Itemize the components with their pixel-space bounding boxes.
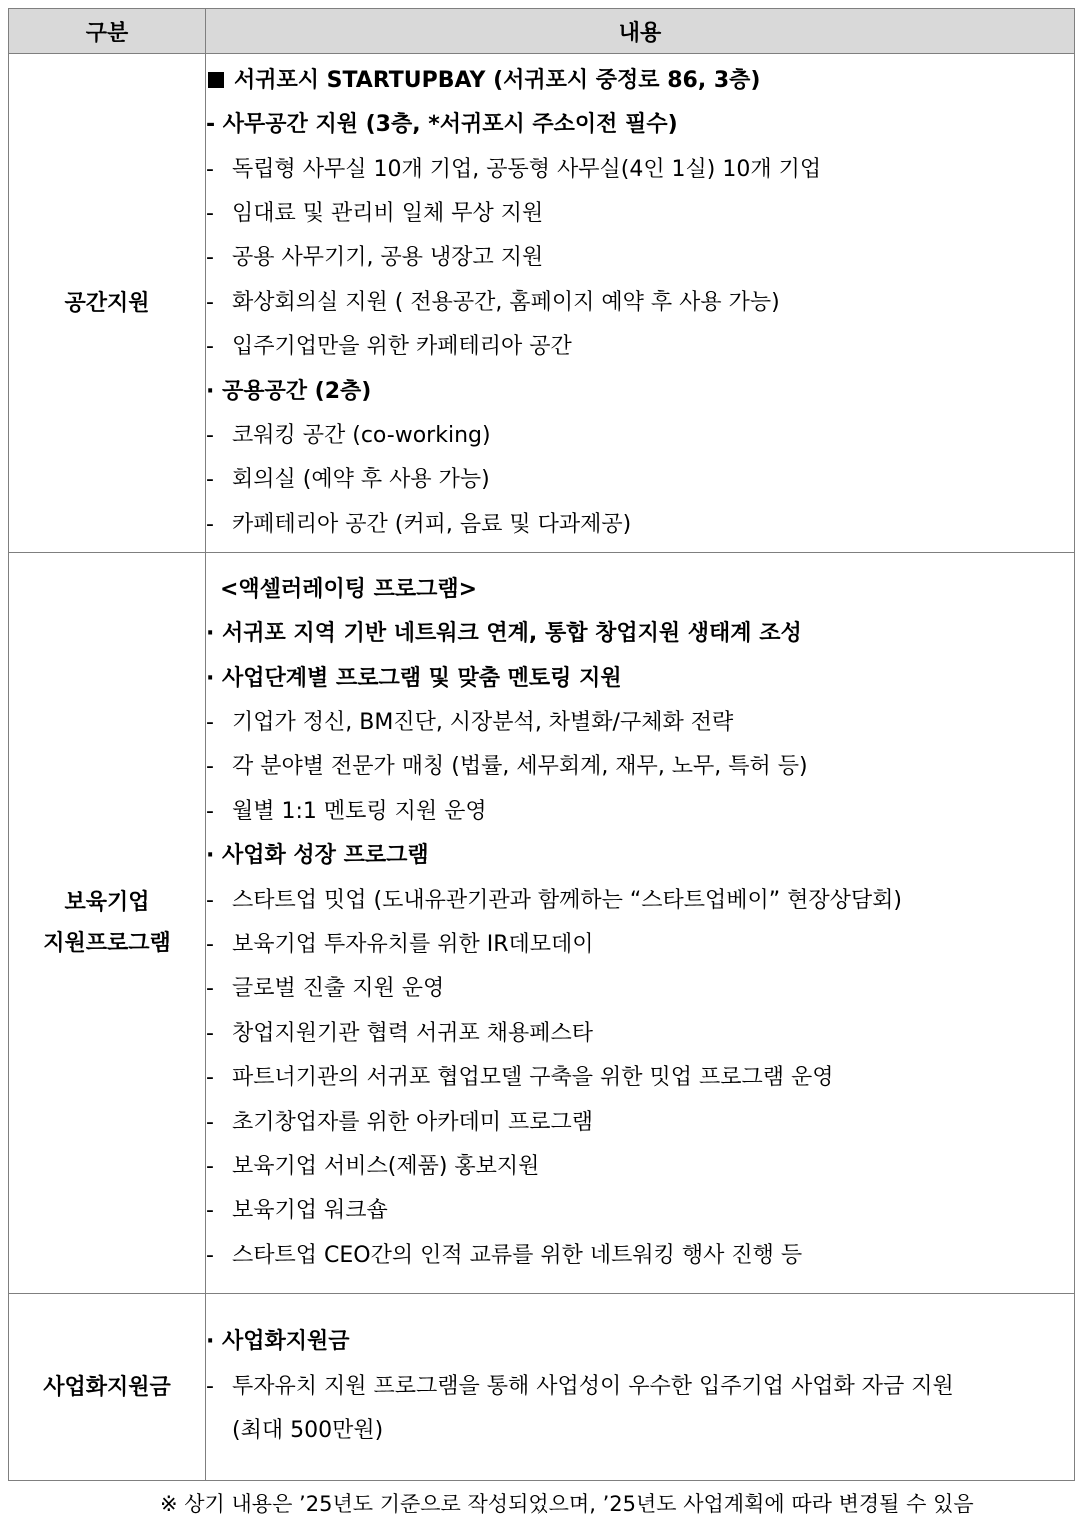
line-text: 회의실 (예약 후 사용 가능) (232, 467, 490, 493)
dash-bullet: - (206, 976, 214, 1002)
dash-bullet: - (206, 932, 214, 957)
dash-bullet: - (206, 1373, 214, 1399)
line-text: 보육기업 투자유치를 위한 IR데모데이 (232, 932, 594, 957)
dash-bullet: - (206, 467, 214, 493)
line-text: 초기창업자를 위한 아카데미 프로그램 (232, 1109, 594, 1135)
content-line (206, 192, 1074, 236)
content-line (206, 59, 1074, 103)
content-cell (206, 1294, 1075, 1481)
content-line (206, 1234, 1074, 1278)
dash-bullet: - (206, 887, 214, 913)
footnote: ※ 상기 내용은 ’25년도 기준으로 작성되었으며, ’25년도 사업계획에 따라 변경될 수 있음 (160, 1492, 974, 1516)
line-text: 보육기업 워크숍 (232, 1198, 388, 1224)
table-row (9, 54, 1075, 553)
content-line (206, 967, 1074, 1011)
dash-bullet: - (206, 422, 214, 448)
dash-bullet: - (206, 1198, 214, 1224)
content-line (206, 281, 1074, 325)
content-line (206, 325, 1074, 369)
content-line (206, 923, 1074, 967)
line-text: 임대료 및 관리비 일체 무상 지원 (232, 201, 544, 227)
line-text: 스타트업 밋업 (도내유관기관과 함께하는 “스타트업베이” 현장상담회) (232, 887, 902, 913)
header-category: 구분 (9, 9, 206, 54)
dash-bullet: - (206, 1109, 214, 1135)
content-line (206, 790, 1074, 834)
content-line (206, 1189, 1074, 1233)
category-cell (9, 1294, 206, 1481)
category-cell (9, 553, 206, 1294)
dash-bullet: - (206, 511, 214, 537)
program-table (8, 8, 1075, 1481)
dash-bullet: - (206, 289, 214, 315)
square-bullet-icon (208, 72, 224, 88)
category-label: 공간지원 (64, 290, 150, 316)
content-line (206, 414, 1074, 458)
content-line: · 사업화 성장 프로그램 (206, 843, 429, 869)
dash-bullet: - (206, 1020, 214, 1046)
content-cell (206, 553, 1075, 1294)
content-line (206, 879, 1074, 923)
line-text: 독립형 사무실 10개 기업, 공동형 사무실(4인 1실) 10개 기업 (232, 156, 822, 182)
dash-bullet: - (206, 245, 214, 271)
line-text: 화상회의실 지원 ( 전용공간, 홈페이지 예약 후 사용 가능) (232, 289, 780, 315)
header-content: 내용 (206, 9, 1075, 54)
content-line: - 사무공간 지원 (3층, *서귀포시 주소이전 필수) (206, 112, 678, 138)
category-label: 지원프로그램 (43, 931, 171, 956)
line-text: 카페테리아 공간 (커피, 음료 및 다과제공) (232, 511, 632, 537)
content-line (206, 745, 1074, 789)
dash-bullet: - (206, 201, 214, 227)
line-text: 코워킹 공간 (co-working) (232, 422, 491, 448)
content-line (206, 148, 1074, 192)
dash-bullet: - (206, 798, 214, 824)
table-row (9, 1294, 1075, 1481)
content-line (206, 1145, 1074, 1189)
dash-bullet: - (206, 710, 214, 736)
line-text: 각 분야별 전문가 매칭 (법률, 세무회계, 재무, 노무, 특허 등) (232, 754, 808, 780)
content-line (206, 236, 1074, 280)
line-text: 투자유치 지원 프로그램을 통해 사업성이 우수한 입주기업 사업화 자금 지원 (232, 1373, 954, 1399)
table-header-row (9, 9, 1075, 54)
line-text: 스타트업 CEO간의 인적 교류를 위한 네트워킹 행사 진행 등 (232, 1242, 803, 1268)
content-line (206, 1101, 1074, 1145)
line-text: 서귀포시 STARTUPBAY (서귀포시 중정로 86, 3층) (234, 67, 761, 93)
content-line (206, 1365, 1074, 1409)
line-text: 파트너기관의 서귀포 협업모델 구축을 위한 밋업 프로그램 운영 (232, 1065, 834, 1091)
content-line (206, 701, 1074, 745)
line-text: 창업지원기관 협력 서귀포 채용페스타 (232, 1020, 594, 1046)
content-line (206, 1056, 1074, 1100)
content-line: <액셀러레이팅 프로그램> (220, 576, 478, 602)
content-line (206, 458, 1074, 502)
content-line: · 공용공간 (2층) (206, 378, 372, 404)
table-row (9, 553, 1075, 1294)
content-line: · 사업단계별 프로그램 및 맞춤 멘토링 지원 (206, 665, 622, 691)
dash-bullet: - (206, 1153, 214, 1179)
content-line: · 사업화지원금 (206, 1329, 350, 1355)
line-text: 보육기업 서비스(제품) 홍보지원 (232, 1153, 540, 1179)
line-text: 기업가 정신, BM진단, 시장분석, 차별화/구체화 전략 (232, 710, 734, 736)
content-cell (206, 54, 1075, 553)
dash-bullet: - (206, 1242, 214, 1268)
line-text: 공용 사무기기, 공용 냉장고 지원 (232, 245, 544, 271)
content-line (206, 503, 1074, 547)
dash-bullet: - (206, 334, 214, 360)
content-line: · 서귀포 지역 기반 네트워크 연계, 통합 창업지원 생태계 조성 (206, 621, 802, 647)
category-label: 보육기업 (64, 890, 150, 915)
category-label: 사업화지원금 (43, 1374, 171, 1400)
line-text: 글로벌 진출 지원 운영 (232, 976, 445, 1002)
dash-bullet: - (206, 1065, 214, 1091)
category-cell (9, 54, 206, 553)
dash-bullet: - (206, 156, 214, 182)
content-line (206, 1012, 1074, 1056)
line-text: 입주기업만을 위한 카페테리아 공간 (232, 334, 572, 360)
line-text: 월별 1:1 멘토링 지원 운영 (232, 798, 487, 824)
content-line: (최대 500만원) (232, 1418, 384, 1444)
dash-bullet: - (206, 754, 214, 780)
